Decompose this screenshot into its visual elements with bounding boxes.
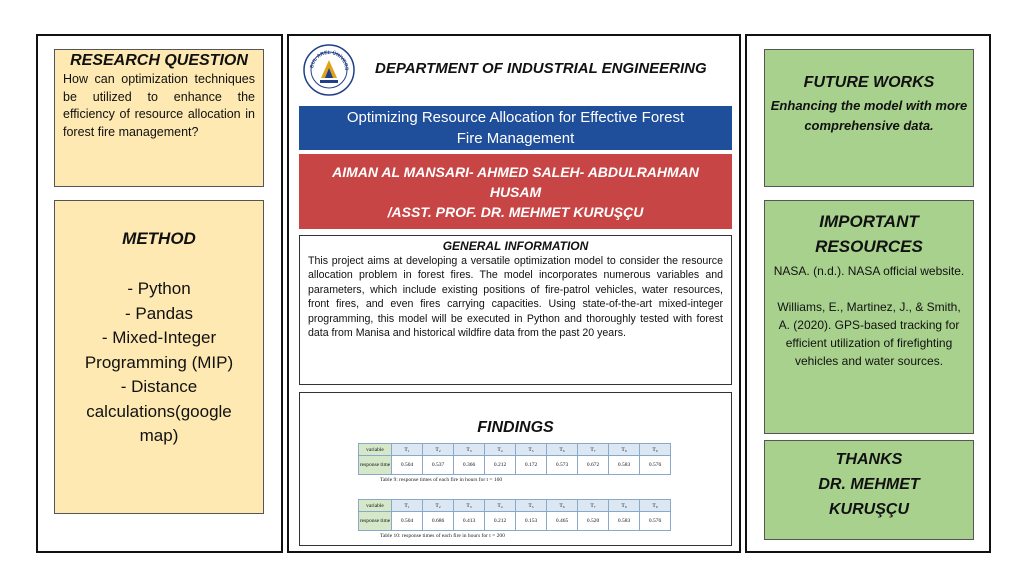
table-header-cell: T₁ — [392, 500, 423, 512]
middle-column — [287, 34, 741, 553]
method-box — [54, 200, 264, 514]
method-line: - Mixed-Integer — [101, 328, 217, 347]
important-resources-title — [765, 209, 973, 259]
logo-text: BUL AREL ÜNİVERS — [309, 49, 350, 71]
table-cell: 0.576 — [640, 456, 671, 475]
research-question-box — [54, 49, 264, 187]
table-header-cell: T₆ — [547, 444, 578, 456]
table-header-cell: T₇ — [578, 500, 609, 512]
method-line: map) — [139, 426, 179, 445]
general-information-title: GENERAL INFORMATION — [442, 239, 589, 253]
table-caption: Table 10: response times of each fire in hours for t = 200 — [380, 533, 505, 539]
method-line: - Pandas — [124, 303, 194, 323]
table-header-cell: T₂ — [423, 444, 454, 456]
table-header-cell: T₂ — [423, 500, 454, 512]
table-cell: 0.172 — [516, 456, 547, 475]
right-column — [745, 34, 991, 553]
university-logo — [303, 44, 355, 96]
future-works-box — [764, 49, 974, 187]
table-header-cell: T₅ — [516, 500, 547, 512]
table-header-cell: T₃ — [454, 500, 485, 512]
resources-title-line: IMPORTANT — [819, 212, 919, 231]
thanks-line: KURUŞÇU — [829, 501, 909, 518]
table-header-cell: variable — [359, 444, 392, 456]
left-column — [36, 34, 283, 553]
method-title: METHOD — [122, 229, 196, 248]
table-cell: 0.212 — [485, 512, 516, 531]
authors-line: AIMAN AL MANSARI- AHMED SALEH- ABDULRAHMAN — [332, 164, 699, 180]
poster-title-line: Optimizing Resource Allocation for Effective Forest — [346, 109, 685, 126]
table-cell: 0.583 — [609, 456, 640, 475]
table-header-cell: T₄ — [485, 500, 516, 512]
table-header-cell: T₈ — [609, 500, 640, 512]
future-works-text: Enhancing the model with more comprehensive data. — [770, 98, 968, 133]
department-title: DEPARTMENT OF INDUSTRIAL ENGINEERING — [375, 60, 707, 77]
table-cell: 0.504 — [392, 512, 423, 531]
table-header-cell: T₁ — [392, 444, 423, 456]
thanks-line: DR. MEHMET — [818, 476, 920, 493]
table-cell: 0.583 — [609, 512, 640, 531]
findings-title: FINDINGS — [477, 419, 554, 436]
table-cell: 0.576 — [640, 512, 671, 531]
authors-line: HUSAM — [489, 184, 542, 200]
authors-banner — [299, 154, 732, 229]
table-header-cell: T₄ — [485, 444, 516, 456]
table-row-label: response time — [359, 456, 392, 475]
future-works-title: FUTURE WORKS — [803, 74, 935, 91]
poster-title-line: Fire Management — [456, 130, 575, 147]
table-cell: 0.212 — [485, 456, 516, 475]
thanks-box — [764, 440, 974, 540]
method-line: Programming (MIP) — [84, 352, 234, 372]
table-cell: 0.465 — [547, 512, 578, 531]
table-row — [359, 456, 671, 475]
table-cell: 0.413 — [454, 512, 485, 531]
table-header-cell: variable — [359, 500, 392, 512]
poster-title — [299, 106, 732, 150]
method-line: - Distance — [120, 377, 198, 396]
table-header-cell: T₃ — [454, 444, 485, 456]
findings-box — [299, 392, 732, 546]
research-question-text: How can optimization techniques be utilized to enhance the efficiency of resource allocation in forest fire management? — [63, 72, 255, 139]
table-header-cell: T₈ — [609, 444, 640, 456]
important-resources-box — [764, 200, 974, 434]
table-cell: 0.573 — [547, 456, 578, 475]
thanks-line: THANKS — [835, 451, 903, 468]
table-header-cell: T₅ — [516, 444, 547, 456]
resource-reference: Williams, E., Martinez, J., & Smith, A. (2020). GPS-based tracking for efficient utilization of firefighting vehicles and water sources. — [777, 300, 961, 368]
table-header-cell: T₉ — [640, 444, 671, 456]
table-header-row — [359, 444, 671, 456]
method-line: - Python — [127, 279, 191, 298]
table-cell: 0.504 — [392, 456, 423, 475]
table-header-cell: T₉ — [640, 500, 671, 512]
resource-reference: NASA. (n.d.). NASA official website. — [773, 264, 965, 278]
table-caption: Table 9: response times of each fire in hours for t = 160 — [380, 477, 503, 483]
table-cell: 0.672 — [578, 456, 609, 475]
table-cell: 0.520 — [578, 512, 609, 531]
supervisor-line: /ASST. PROF. DR. MEHMET KURUŞÇU — [387, 204, 644, 220]
table-cell: 0.153 — [516, 512, 547, 531]
table-row-label: response time — [359, 512, 392, 531]
general-information-box — [299, 235, 732, 385]
table-header-cell: T₇ — [578, 444, 609, 456]
response-time-table-1 — [358, 443, 671, 475]
table-row — [359, 512, 671, 531]
table-header-cell: T₆ — [547, 500, 578, 512]
method-line: calculations(google — [86, 401, 232, 421]
response-time-table-2 — [358, 499, 671, 531]
table-cell: 0.366 — [454, 456, 485, 475]
table-cell: 0.686 — [423, 512, 454, 531]
table-header-row — [359, 500, 671, 512]
resources-title-line: RESOURCES — [815, 237, 923, 256]
table-cell: 0.537 — [423, 456, 454, 475]
research-question-title: RESEARCH QUESTION — [70, 52, 248, 69]
general-information-text: This project aims at developing a versatile optimization model to consider the resource allocation problem in forest fires. The model incorporates numerous variables and parameters, which include existing positions of fire-patrol vehicles, water resources, front fires, and even fires carrying capacities. Using state-of-the-art mixed-integer programming, this model will be executed in Python and thoroughly tested with forest data from Manisa and historical wildfire data from the past 20 years. — [308, 255, 723, 340]
